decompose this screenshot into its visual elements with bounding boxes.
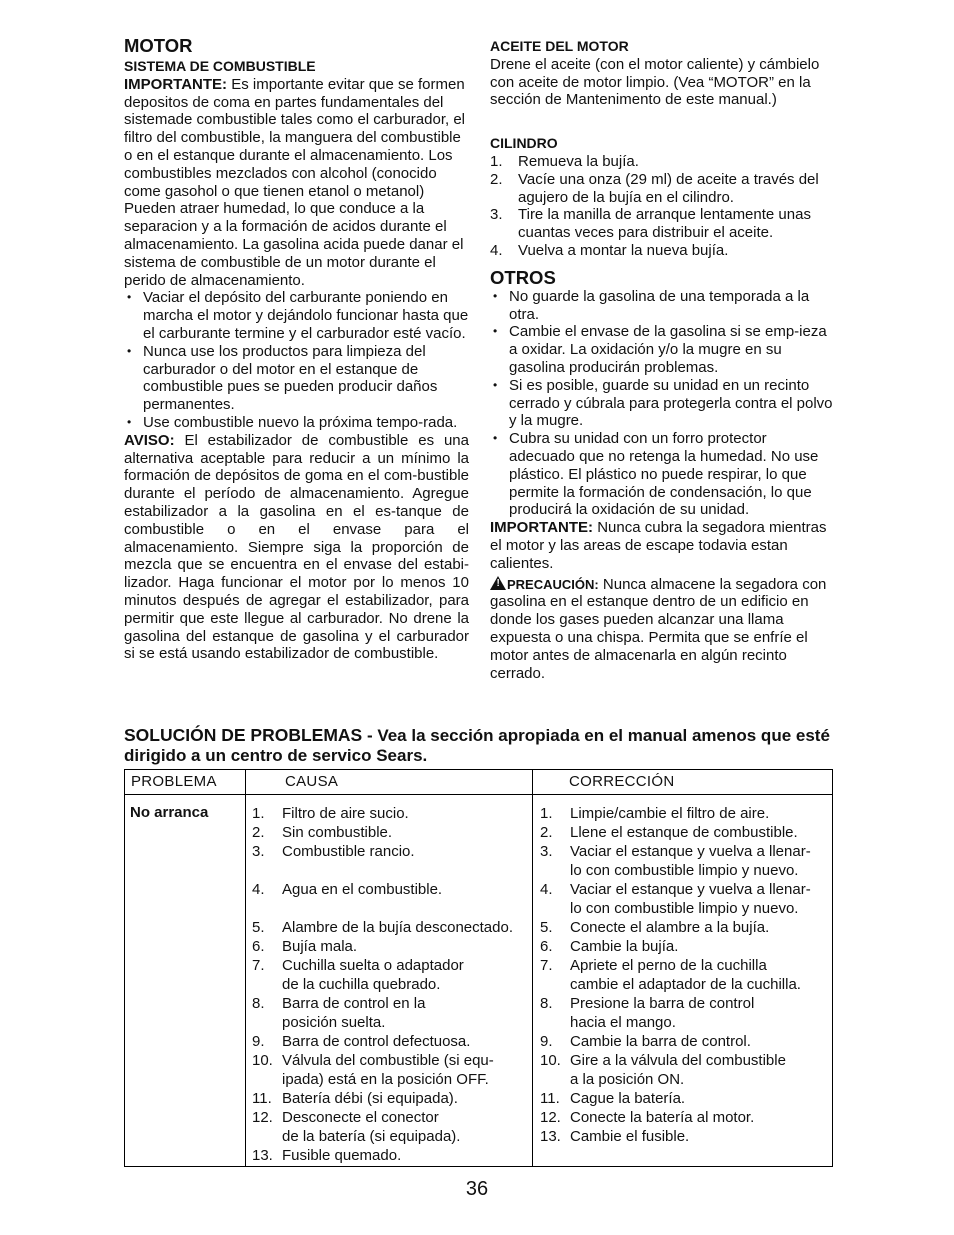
table-row: 6. Bujía mala.: [252, 938, 358, 955]
troubleshooting-table: [124, 769, 833, 1167]
table-row: 8. Barra de control en la: [252, 995, 426, 1012]
problem-label: No arranca: [130, 804, 209, 821]
fuel-bullets: [124, 289, 469, 431]
list-item: • Nunca use los productos para limpieza del carburador o del motor en el estanque de combustible pues se pueden producir daños permanentes.: [124, 343, 469, 414]
importante-label: IMPORTANTE:: [490, 519, 594, 537]
table-row: 13. Fusible quemado.: [252, 1147, 402, 1164]
cause-list: [252, 804, 530, 1165]
table-row: 4. Agua en el combustible.: [252, 881, 443, 898]
list-item: • Cambie el envase de la gasolina si se emp-ieza a oxidar. La oxidación y/o la mugre en su gasolina producirán problemas.: [490, 323, 835, 376]
table-row: 12. Conecte la batería al motor.: [540, 1109, 755, 1126]
aviso-label: AVISO:: [124, 431, 175, 449]
list-item: • Vaciar el depósito del carburante poniendo en marcha el motor y dejándolo funcionar hasta que el carburante termine y el carburador esté vacío.: [124, 289, 469, 342]
list-item: • Use combustible nuevo la próxima tempo-rada.: [124, 414, 469, 432]
otros-bullets: [490, 288, 835, 519]
importante-covers-paragraph: IMPORTANTE: Nunca cubra la segadora mientras el motor y las areas de escape todavia estan calientes.: [490, 519, 827, 572]
list-item: • Si es posible, guarde su unidad en un recinto cerrado y cúbrala para protegerla contra el polvo y la mugre.: [490, 377, 835, 430]
list-item: 3. Tire la manilla de arranque lentamente unas cuantas veces para distribuir el aceite.: [490, 206, 811, 242]
warning-icon: !: [490, 576, 506, 590]
cylinder-title: CILINDRO: [490, 135, 558, 152]
importante-text: Es importante evitar que se formen depositos de coma en partes fundamentales del sistemade combustible tales como el carburador, el filtro del combustible, la manguera del combustible o en el estanque durante el almacenamiento. Los combustibles mezclados con alcohol (conocido come gasohol o que tienen etanol o metanol) Pueden atraer humedad, lo que conduce a la separacion y a la formación de acidos durante el almacenamiento. La gasolina acida puede danar el sistema de combustible de un motor durante el perido de almacenamiento.: [124, 75, 466, 289]
table-row: 5. Conecte el alambre a la bujía.: [540, 919, 770, 936]
table-row: 3. Combustible rancio.: [252, 843, 415, 860]
aviso-paragraph: [124, 432, 469, 663]
table-row: a la posición ON.: [570, 1071, 685, 1088]
table-row: 2. Llene el estanque de combustible.: [540, 824, 798, 841]
column-divider: [532, 770, 533, 1166]
table-row: 9. Cambie la barra de control.: [540, 1033, 751, 1050]
header-divider: [125, 794, 832, 795]
right-column: [490, 36, 835, 682]
importante-paragraph: [124, 76, 469, 290]
table-row: de la cuchilla quebrado.: [282, 976, 441, 993]
table-row: 11. Cague la batería.: [540, 1090, 686, 1107]
table-row: 13. Cambie el fusible.: [540, 1128, 690, 1145]
column-header-problem: PROBLEMA: [131, 773, 217, 790]
fuel-system-title: SISTEMA DE COMBUSTIBLE: [124, 58, 316, 74]
table-row: 1. Filtro de aire sucio.: [252, 805, 409, 822]
list-item: 1. Remueva la bujía.: [490, 152, 639, 170]
list-item: • Cubra su unidad con un forro protector adecuado que no retenga la humedad. No use plástico. El plástico no puede respirar, lo que permite la formación de condensación, lo que producirá la oxidación de su unidad.: [490, 430, 835, 519]
page-number: 36: [465, 1178, 489, 1200]
column-divider: [245, 770, 246, 1166]
aviso-text: El estabilizador de combustible es una alternativa aceptable para reducir a un mínimo la formación de depósitos de goma en el com-bustible durante el período de almacenamiento. Agregue estabilizador a la gasolina en el es-tanque de combustible o en el envase para el almacenamiento. Siempre siga la proporción de mezcla que se encuentra en el envase del estabi-lizador. Haga funcionar el motor por lo menos 10 minutos después de agregar el estabilizador, para permitir que este llegue al carburador. No drene la gasolina del estanque de gasolina y el carburador si se está usando estabilizador de combustible.: [124, 431, 469, 663]
oil-paragraph: Drene el aceite (con el motor caliente) y cámbielo con aceite de motor limpio. (Vea “MOTOR” en la sección de Mantenimento de este manual.): [490, 55, 820, 109]
table-row: 5. Alambre de la bujía desconectado.: [252, 919, 513, 936]
table-row: 9. Barra de control defectuosa.: [252, 1033, 471, 1050]
table-row: 11. Batería débi (si equipada).: [252, 1090, 458, 1107]
table-row: lo con combustible limpio y nuevo.: [570, 900, 799, 917]
cylinder-steps: [490, 153, 835, 260]
table-row: 4. Vaciar el estanque y vuelva a llenar-: [540, 881, 811, 898]
correction-list: [540, 804, 832, 1146]
table-row: 6. Cambie la bujía.: [540, 938, 679, 955]
table-row: de la batería (si equipada).: [282, 1128, 461, 1145]
left-column: [124, 36, 469, 663]
table-row: 12. Desconecte el conector: [252, 1109, 439, 1126]
importante-label: IMPORTANTE:: [124, 75, 228, 93]
table-row: 7. Cuchilla suelta o adaptador: [252, 957, 464, 974]
list-item: 4. Vuelva a montar la nueva bujía.: [490, 241, 729, 259]
table-row: 3. Vaciar el estanque y vuelva a llenar-: [540, 843, 811, 860]
precaucion-paragraph: ! PRECAUCIÓN: Nunca almacene la segadora con gasolina en el estanque dentro de un edificio en donde los gases pueden alcanzar una llama expuesta o una chispa. Permita que se enfríe el motor antes de almacenarla en algún recinto cerrado.: [490, 575, 827, 682]
oil-title: ACEITE DEL MOTOR: [490, 38, 629, 54]
table-row: 2. Sin combustible.: [252, 824, 393, 841]
table-row: posición suelta.: [282, 1014, 386, 1031]
table-row: 1. Limpie/cambie el filtro de aire.: [540, 805, 770, 822]
troubleshooting-heading: SOLUCIÓN DE PROBLEMAS - Vea la sección apropiada en el manual amenos que esté dirigido a un centro de servico Sears.: [124, 725, 830, 765]
table-row: lo con combustible limpio y nuevo.: [570, 862, 799, 879]
table-row: cambie el adaptador de la cuchilla.: [570, 976, 801, 993]
otros-title: OTROS: [490, 266, 556, 288]
table-row: 8. Presione la barra de control: [540, 995, 755, 1012]
list-item: 2. Vacíe una onza (29 ml) de aceite a través del agujero de la bujía en el cilindro.: [490, 170, 819, 206]
motor-title: MOTOR: [124, 35, 193, 56]
column-header-correction: CORRECCIÓN: [569, 773, 675, 790]
table-row: hacia el mango.: [570, 1014, 676, 1031]
column-header-cause: CAUSA: [285, 773, 339, 790]
precaucion-label: PRECAUCIÓN:: [507, 576, 599, 592]
table-row: ipada) está en la posición OFF.: [282, 1071, 489, 1088]
table-row: 7. Apriete el perno de la cuchilla: [540, 957, 767, 974]
table-row: 10. Gire a la válvula del combustible: [540, 1052, 786, 1069]
list-item: • No guarde la gasolina de una temporada a la otra.: [490, 288, 835, 324]
table-row: 10. Válvula del combustible (si equ-: [252, 1052, 494, 1069]
